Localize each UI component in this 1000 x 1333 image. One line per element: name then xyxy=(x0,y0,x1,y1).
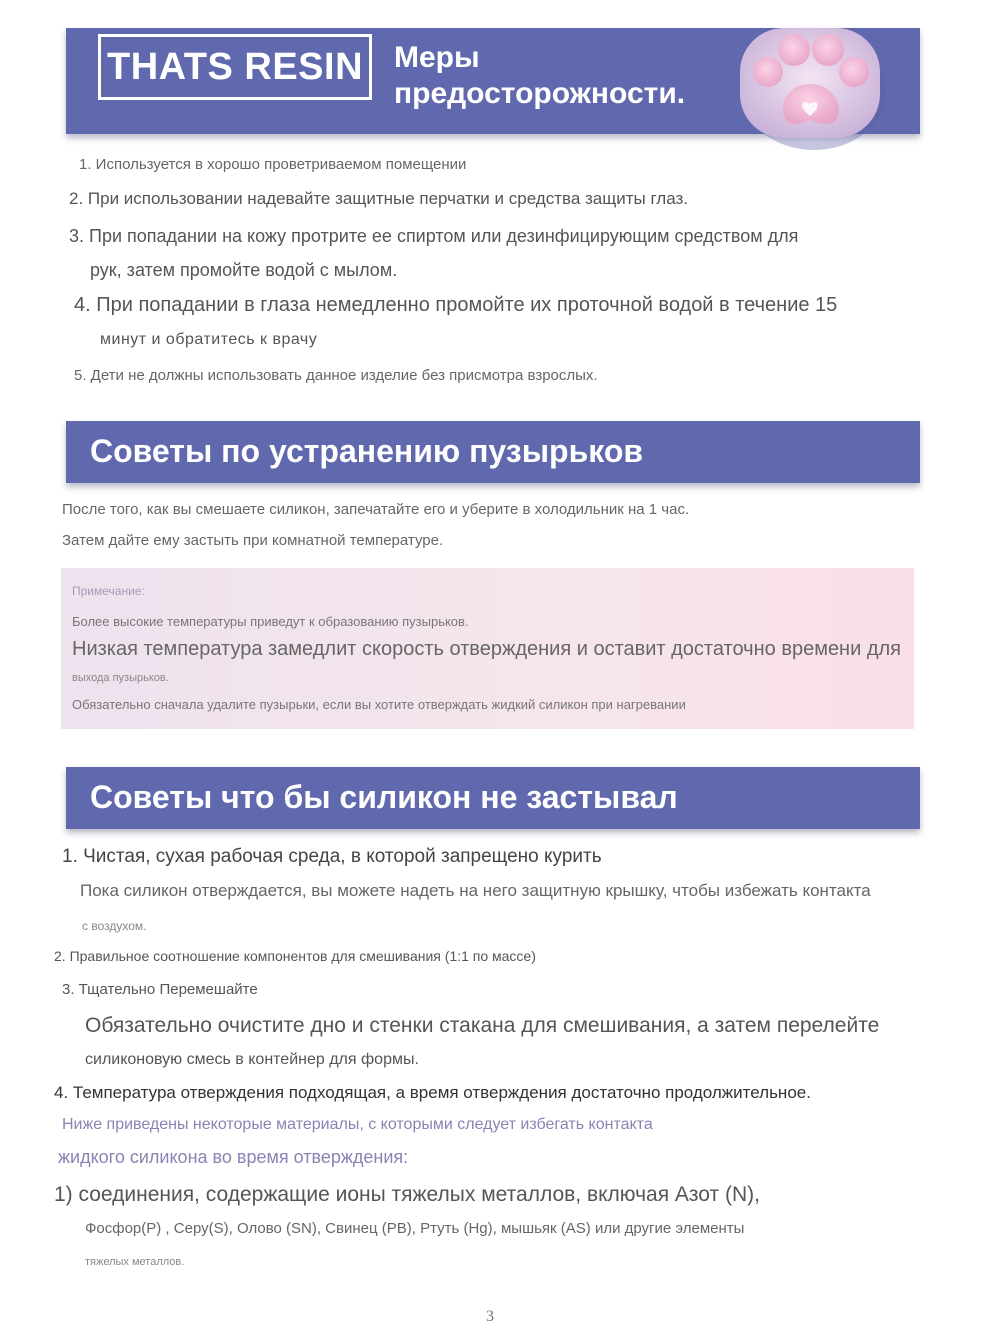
precaution-item-3: 3. При попадании на кожу протрите ее спиртом или дезинфицирующим средством для xyxy=(69,226,799,246)
curing-line-3: с воздухом. xyxy=(82,919,147,933)
curing-line-9: Ниже приведены некоторые материалы, с которыми следует избегать контакта xyxy=(62,1116,653,1133)
brand-logo: THATS RESIN xyxy=(98,34,372,100)
curing-line-4: 2. Правильное соотношение компонентов для смешивания (1:1 по массе) xyxy=(54,948,536,964)
note-line-4: Обязательно сначала удалите пузырьки, если вы хотите отверждать жидкий силикон при нагревании xyxy=(72,697,686,712)
precaution-item-4: 4. При попадании в глаза немедленно промойте их проточной водой в течение 15 xyxy=(74,294,838,316)
curing-line-11: 1) соединения, содержащие ионы тяжелых металлов, включая Азот (N), xyxy=(54,1183,760,1206)
note-box xyxy=(61,568,914,729)
curing-line-7: силиконовую смесь в контейнер для формы. xyxy=(85,1051,419,1068)
page-title xyxy=(394,40,685,112)
curing-line-2: Пока силикон отверждается, вы можете надеть на него защитную крышку, чтобы избежать контакта xyxy=(80,881,871,900)
curing-line-13: тяжелых металлов. xyxy=(85,1256,185,1268)
note-label: Примечание: xyxy=(72,584,145,598)
header-banner xyxy=(66,28,920,134)
curing-heading: Советы что бы силикон не застывал xyxy=(90,779,678,815)
curing-banner xyxy=(66,767,920,829)
curing-line-10: жидкого силикона во время отверждения: xyxy=(58,1147,409,1167)
bubbles-text-2: Затем дайте ему застыть при комнатной температуре. xyxy=(62,532,444,549)
precaution-item-4-cont: минут и обратитесь к врачу xyxy=(100,331,318,348)
curing-line-8: 4. Температура отверждения подходящая, а время отверждения достаточно продолжительное. xyxy=(54,1083,811,1102)
bubbles-banner xyxy=(66,421,920,483)
note-line-3: выхода пузырьков. xyxy=(72,672,169,684)
bubbles-text-1: После того, как вы смешаете силикон, запечатайте его и уберите в холодильник на 1 час. xyxy=(62,501,690,518)
curing-line-5: 3. Тщательно Перемешайте xyxy=(62,981,258,998)
title-line-2: предосторожности. xyxy=(394,77,686,110)
bubbles-heading: Советы по устранению пузырьков xyxy=(90,433,644,469)
curing-line-12: Фосфор(P) , Серу(S), Олово (SN), Свинец (PB), Ртуть (Hg), мышьяк (AS) или другие элементы xyxy=(85,1220,745,1237)
curing-line-1: 1. Чистая, сухая рабочая среда, в которой запрещено курить xyxy=(62,846,602,867)
title-line-1: Меры xyxy=(394,41,480,74)
precaution-item-3-cont: рук, затем промойте водой с мылом. xyxy=(90,260,398,280)
precaution-item-1: 1. Используется в хорошо проветриваемом помещении xyxy=(79,156,467,173)
note-line-2: Низкая температура замедлит скорость отверждения и оставит достаточно времени для xyxy=(72,638,902,660)
page-number: 3 xyxy=(486,1308,494,1325)
precaution-item-5: 5. Дети не должны использовать данное изделие без присмотра взрослых. xyxy=(74,367,598,384)
precaution-item-2: 2. При использовании надевайте защитные перчатки и средства защиты глаз. xyxy=(69,189,688,208)
note-line-1: Более высокие температуры приведут к образованию пузырьков. xyxy=(72,614,469,629)
curing-line-6: Обязательно очистите дно и стенки стакана для смешивания, а затем перелейте xyxy=(85,1014,880,1037)
paw-mold-icon xyxy=(730,20,894,150)
